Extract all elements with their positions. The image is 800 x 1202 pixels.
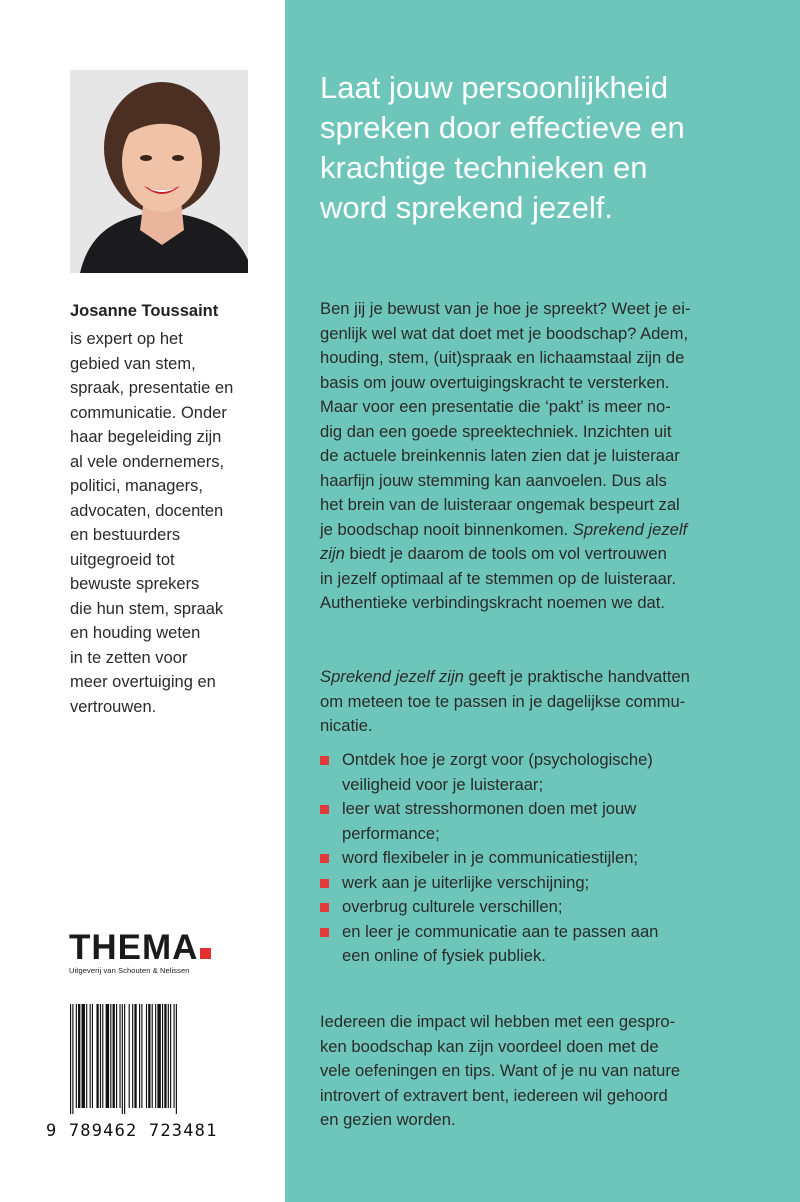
text-line: Authentieke verbindingskracht noemen we dat.	[320, 593, 665, 612]
text-line: haarfijn jouw stemming kan aanvoelen. Dus als	[320, 470, 667, 490]
barcode-bar	[119, 1004, 120, 1108]
text-line: in jezelf optimaal af te stemmen op de luisteraar.	[320, 568, 677, 588]
barcode-bar	[124, 1004, 125, 1114]
text-line: en gezien worden.	[320, 1110, 456, 1129]
barcode-bar	[176, 1004, 177, 1114]
publisher-subtitle: Uitgeverij van Schouten & Nelissen	[69, 966, 190, 975]
bio-line: en bestuurders	[70, 526, 181, 544]
paragraph-intro	[320, 297, 760, 616]
list-item	[320, 748, 760, 797]
list-item-text: performance;	[342, 823, 440, 843]
barcode-bar	[168, 1004, 169, 1108]
barcode-bar	[116, 1004, 117, 1108]
text-line: ken boodschap kan zijn voordeel doen met de	[320, 1036, 659, 1056]
tagline-line: spreken door effectieve en	[320, 110, 685, 145]
bio-line: is expert op het	[70, 330, 183, 348]
author-photo	[70, 70, 248, 273]
barcode-bar	[100, 1004, 101, 1108]
barcode-bar	[96, 1004, 98, 1108]
bio-line: uitgegroeid tot	[70, 550, 175, 569]
text-line	[320, 518, 760, 543]
barcode-bar	[129, 1004, 130, 1108]
barcode-bar	[174, 1004, 175, 1108]
bullet-square-icon	[320, 903, 329, 912]
text-line: dig dan een goede spreektechniek. Inzichten uit	[320, 421, 672, 441]
text-run: geeft je praktische handvatten	[463, 667, 690, 686]
barcode-bar	[157, 1004, 160, 1108]
bullet-square-icon	[320, 928, 329, 937]
text-line: het brein van de luisteraar ongemak bespeurt zal	[320, 495, 680, 514]
text-line: Maar voor een presentatie die ‘pakt’ is meer no-	[320, 397, 671, 416]
list-item-text: een online of fysiek publiek.	[342, 946, 546, 965]
tagline-line: krachtige technieken en	[320, 150, 648, 185]
bio-line: en houding weten	[70, 624, 201, 642]
barcode-bar	[146, 1004, 147, 1108]
barcode-bars	[68, 1004, 228, 1114]
list-item-text: overbrug culturele verschillen;	[342, 897, 563, 916]
list-item-text: veiligheid voor je luisteraar;	[342, 774, 544, 794]
text-line: vele oefeningen en tips. Want of je nu van nature	[320, 1061, 681, 1080]
author-bio	[70, 327, 270, 719]
bio-line: politici, managers,	[70, 477, 203, 495]
bullet-square-icon	[320, 756, 329, 765]
barcode-bar	[162, 1004, 163, 1108]
barcode-bar	[152, 1004, 153, 1108]
bio-line: communicatie. Onder	[70, 403, 227, 422]
text-line: om meteen toe te passen in je dagelijkse commu-	[320, 691, 686, 711]
bullet-square-icon	[320, 854, 329, 863]
bullet-list	[320, 748, 760, 969]
text-run: je boodschap nooit binnenkomen.	[320, 519, 573, 539]
tagline	[320, 68, 760, 228]
bio-line: vertrouwen.	[70, 697, 157, 716]
barcode-bar	[70, 1004, 71, 1114]
text-line: nicatie.	[320, 716, 373, 735]
book-title-italic: Sprekend jezelf	[572, 519, 688, 539]
bio-line: advocaten, docenten	[70, 501, 224, 520]
author-name: Josanne Toussaint	[70, 302, 219, 320]
bio-line: haar begeleiding zijn	[70, 428, 222, 446]
bio-line: in te zetten voor	[70, 648, 188, 667]
barcode-bar	[148, 1004, 150, 1108]
barcode-bar	[92, 1004, 93, 1108]
list-item-text: leer wat stresshormonen doen met jouw	[342, 799, 637, 818]
bio-line: gebied van stem,	[70, 354, 196, 373]
list-item	[320, 920, 760, 969]
barcode-bar	[122, 1004, 123, 1114]
barcode-bar	[102, 1004, 103, 1108]
text-run: biedt je daarom de tools om vol vertrouwen	[344, 544, 667, 563]
barcode-bar	[106, 1004, 109, 1108]
bio-line: al vele ondernemers,	[70, 452, 225, 471]
text-line: introvert of extravert bent, iedereen wil gehoord	[320, 1085, 668, 1105]
barcode-bar	[141, 1004, 142, 1108]
text-line: genlijk wel wat dat doet met je boodschap? Adem,	[320, 323, 689, 343]
tagline-line: word sprekend jezelf.	[320, 190, 613, 225]
list-item	[320, 871, 760, 896]
list-item-text: word flexibeler in je communicatiestijlen;	[342, 848, 639, 867]
bio-line: meer overtuiging en	[70, 673, 216, 691]
list-item	[320, 846, 760, 871]
barcode-bar	[86, 1004, 87, 1108]
bio-line: die hun stem, spraak	[70, 599, 224, 618]
barcode-digits: 9 789462 723481	[46, 1121, 218, 1141]
barcode-bar	[78, 1004, 80, 1108]
barcode-bar	[132, 1004, 133, 1108]
paragraph-handvatten	[320, 665, 760, 739]
book-title-italic: Sprekend jezelf zijn	[320, 667, 464, 686]
bio-line: spraak, presentatie en	[70, 379, 234, 397]
text-line: houding, stem, (uit)spraak en lichaamstaal zijn de	[320, 348, 685, 367]
tagline-line: Laat jouw persoonlijkheid	[320, 70, 669, 105]
list-item	[320, 797, 760, 846]
text-line: Iedereen die impact wil hebben met een gespro-	[320, 1012, 676, 1031]
book-title-italic: zijn	[320, 544, 345, 563]
publisher-name: THEMA	[69, 928, 199, 967]
barcode-bar	[72, 1004, 73, 1114]
barcode-bar	[76, 1004, 77, 1108]
logo-square-icon	[200, 948, 211, 959]
text-line	[320, 542, 760, 567]
barcode-bar	[110, 1004, 111, 1108]
text-line: basis om jouw overtuigingskracht te versterken.	[320, 372, 670, 392]
text-line: Ben jij je bewust van je hoe je spreekt? Weet je ei-	[320, 299, 691, 318]
bullet-square-icon	[320, 805, 329, 814]
barcode-bar	[134, 1004, 136, 1108]
bullet-square-icon	[320, 879, 329, 888]
barcode-bar	[113, 1004, 115, 1108]
text-line	[320, 665, 760, 690]
list-item-text: en leer je communicatie aan te passen aan	[342, 921, 659, 941]
barcode-bar	[155, 1004, 156, 1108]
barcode-bar	[139, 1004, 140, 1108]
bio-line: bewuste sprekers	[70, 575, 200, 593]
barcode-bar	[82, 1004, 85, 1108]
isbn-barcode	[46, 1004, 228, 1141]
paragraph-closing	[320, 1010, 760, 1133]
publisher-logo	[69, 930, 211, 975]
text-line: de actuele breinkennis laten zien dat je luisteraar	[320, 446, 680, 465]
list-item	[320, 895, 760, 920]
barcode-bar	[170, 1004, 171, 1108]
barcode-bar	[164, 1004, 166, 1108]
list-item-text: Ontdek hoe je zorgt voor (psychologische)	[342, 750, 653, 769]
list-item-text: werk aan je uiterlijke verschijning;	[342, 872, 590, 892]
barcode-bar	[90, 1004, 91, 1108]
